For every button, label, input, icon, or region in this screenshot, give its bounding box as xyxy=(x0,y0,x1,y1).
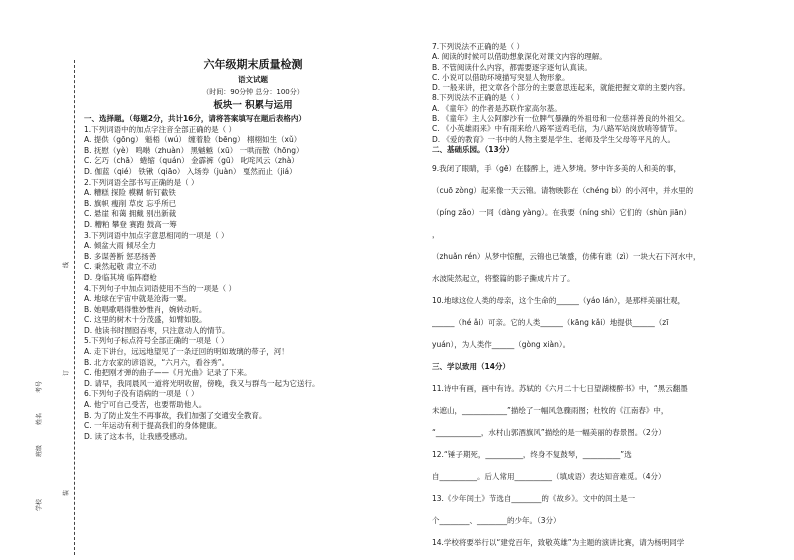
text-line: （zhuǎn rén）从梦中惊醒，云锦也已皱蹙，仿佛有谁（zì）一块大石下河水中， xyxy=(432,252,701,262)
text-line: B. 多谋善断 惩恶扬善 xyxy=(84,251,157,261)
text-line: B. 为了防止发生不再事故，我们加强了交通安全教育。 xyxy=(84,410,267,420)
text-line: A. 倾盆大雨 倾尽全力 xyxy=(84,241,157,251)
gutter-mark-zhuang: 装 xyxy=(63,489,71,497)
text-line: B. 不管阅读什么内容，都需要逐字逐句认真读。 xyxy=(432,62,592,72)
text-line: D. 糟粕 攀登 赛跑 鼓高一筹 xyxy=(84,219,177,229)
text-line: B. 她唱歌唱得惟妙惟肖，婉转动听。 xyxy=(84,304,207,314)
text-line: 4.下列句子中加点词语使用不当的一项是（ ） xyxy=(84,283,237,293)
text-line: “____________，水村山郭酒旗风”描绘的是一幅美丽的春景图。（2分） xyxy=(432,428,666,438)
text-line: 13.《少年闰土》节选自________的《故乡》。文中的闰土是一 xyxy=(432,494,636,504)
text-line: A. 糟糕 探险 模糊 斩钉截铁 xyxy=(84,188,176,198)
text-line: yuán），为人类作______（gòng xiàn）。 xyxy=(432,340,571,350)
text-line: 未遮山，____________”描绘了一幅风急骤雨图；杜牧的《江南春》中， xyxy=(432,406,669,416)
text-line: 自__________。后人常用__________（填成语）表达知音难觅。（4分） xyxy=(432,472,666,482)
text-line: D. 身临其境 临阵磨枪 xyxy=(84,272,157,282)
left-question-list xyxy=(84,114,422,442)
text-line: 3.下列词语中加点字意思相同的一项是（ ） xyxy=(84,230,229,240)
text-line: 10.地球这位人类的母亲，这个生命的______（yáo lán），是那样美丽壮观， xyxy=(432,296,686,306)
text-line: 水波陡然起立，将整篇的影子撕成片片了。 xyxy=(432,274,575,284)
text-line: A. 地球在宇宙中就是沧海一粟。 xyxy=(84,294,192,304)
right-question-list-b xyxy=(432,158,778,554)
gutter-mark-xian: 线 xyxy=(63,261,71,269)
right-column xyxy=(432,42,778,554)
text-line: ______（hé ǎi）可亲。它的人类______（kāng kǎi）地提供______（zī xyxy=(432,318,669,328)
text-line: A. 他宁可自己受苦，也要帮助他人。 xyxy=(84,400,207,410)
text-line: A. 《童年》的作者是苏联作家高尔基。 xyxy=(432,103,562,113)
text-line: 三、学以致用（14分） xyxy=(432,362,510,372)
text-line: D. 他读书时囫囵吞枣，只注意动人的情节。 xyxy=(84,325,230,335)
binding-line xyxy=(74,60,75,555)
text-line: （píng zǎo）一同（dàng yàng）。在我要（níng shì）它们的（shùn jiān） xyxy=(432,208,691,218)
text-line: C. 《小英雄雨来》中有雨来给八路军送鸡毛信，为八路军站岗放哨等情节。 xyxy=(432,124,683,134)
text-line: 11.诗中有画，画中有诗。苏轼的《六月二十七日望湖楼醉书》中，“黑云翻墨 xyxy=(432,384,688,394)
text-line: C. 乞巧（chā） 蜷缩（quán） 金霹裤（gū） 叱咤风云（zhà） xyxy=(84,156,299,166)
gutter-mark-ding: 订 xyxy=(63,369,71,377)
text-line: D. 请早，我同晨风一道将光明收留，傍晚，我又与群鸟一起为它送行。 xyxy=(84,378,320,388)
right-question-list-a xyxy=(432,42,778,155)
text-line: C. 一年运动有利于提高我们的身体健康。 xyxy=(84,421,222,431)
text-line: C. 悬崖 和蔼 拥戴 别出新裁 xyxy=(84,209,177,219)
text-line: A. 提供（gōng） 魁梧（wú） 缠着脸（bēng） 栩栩如生（xǔ） xyxy=(84,135,302,145)
text-line: A. 阅读的时候可以借助想象深化对课文内容的理解。 xyxy=(432,52,607,62)
text-line: 个________、________的少年。（3分） xyxy=(432,516,561,526)
exam-subtitle: 语文试题 xyxy=(238,75,268,84)
gutter-field-name: 姓名 xyxy=(36,412,44,426)
text-line: C. 他把刚才弹的曲子——《月光曲》记录了下来。 xyxy=(84,368,252,378)
text-line: 9.我闭了眼睛，手（gē）在膝醉上，进入梦境。梦中许多美的人和美的事， xyxy=(432,164,682,174)
text-line: A. 走下讲台，远远地望见了一条迂回的明如玻璃的带子，河！ xyxy=(84,347,289,357)
gutter-field-school: 学校 xyxy=(36,498,44,512)
text-line: B. 抚慰（yè） 鸣啭（zhuàn） 黑魆魆（xū） 一哄而散（hōng） xyxy=(84,145,304,155)
text-line: 6.下列句子没有语病的一项是（ ） xyxy=(84,389,199,399)
text-line: 5.下列句子标点符号全部正确的一项是（ ） xyxy=(84,336,229,346)
text-line: C. 秉然起敬 肃立不动 xyxy=(84,262,157,272)
text-line: B. 《童年》主人公阿廖沙有一位脾气暴躁的外祖母和一位慈祥善良的外祖父。 xyxy=(432,114,690,124)
left-column xyxy=(84,44,422,442)
text-line: C. 这里的树木十分茂盛，如臂如股。 xyxy=(84,315,207,325)
text-line: 二、基础乐园。（13分） xyxy=(432,144,514,154)
exam-time-score: （时间：90分钟 总分：100分） xyxy=(202,88,304,96)
gutter-field-exam-number: 考号 xyxy=(36,380,44,394)
text-line: （cuō zòng）起来像一天云锦。请物映影在（chéng bì）的小河中，并水里的 xyxy=(432,186,694,196)
text-line: 12.“锤子期死，__________，终身不复鼓琴，__________”选 xyxy=(432,450,632,460)
text-line: D. 读了这本书，让我感受感动。 xyxy=(84,431,193,441)
text-line: 14.学校将要举行以“建党百年，致敬英雄”为主题的演讲比赛，请为杨明同学 xyxy=(432,538,685,548)
text-line: 2.下列词语全部书写正确的是（ ） xyxy=(84,177,199,187)
text-line: 8.下列说法不正确的是（ ） xyxy=(432,93,525,103)
text-line: D. 一般来讲，把文章各个部分的主要意思连起来，就能把握文章的主要内容。 xyxy=(432,83,691,93)
gutter-field-class: 班级 xyxy=(36,444,44,458)
text-line: C. 小说可以借助环境描写突显人物形象。 xyxy=(432,72,570,82)
text-line: 1.下列词语中的加点字注音全部正确的是（ ） xyxy=(84,124,237,134)
text-line: ， xyxy=(432,230,440,240)
text-line: D. 《爱的教育》一书中的人物主要是学生、老师及学生父母等平凡的人。 xyxy=(432,134,676,144)
module-heading: 板块一 积累与运用 xyxy=(213,100,293,111)
text-line: D. 伽蓝（qié） 铁锹（qiāo） 入场券（juàn） 戛然而止（jiá） xyxy=(84,166,297,176)
text-line: 一、选择题。（每题2分，共计16分，请将答案填写在题后表格内） xyxy=(84,114,306,123)
text-line: B. 旗帜 瘦削 草皮 忘乎所已 xyxy=(84,198,177,208)
text-line: 7.下列说法不正确的是（ ） xyxy=(432,42,525,51)
exam-title: 六年级期末质量检测 xyxy=(203,58,303,71)
binding-gutter xyxy=(0,0,80,560)
text-line: B. 北方农家的谚语说，“六月六，看谷秀”。 xyxy=(84,357,230,367)
